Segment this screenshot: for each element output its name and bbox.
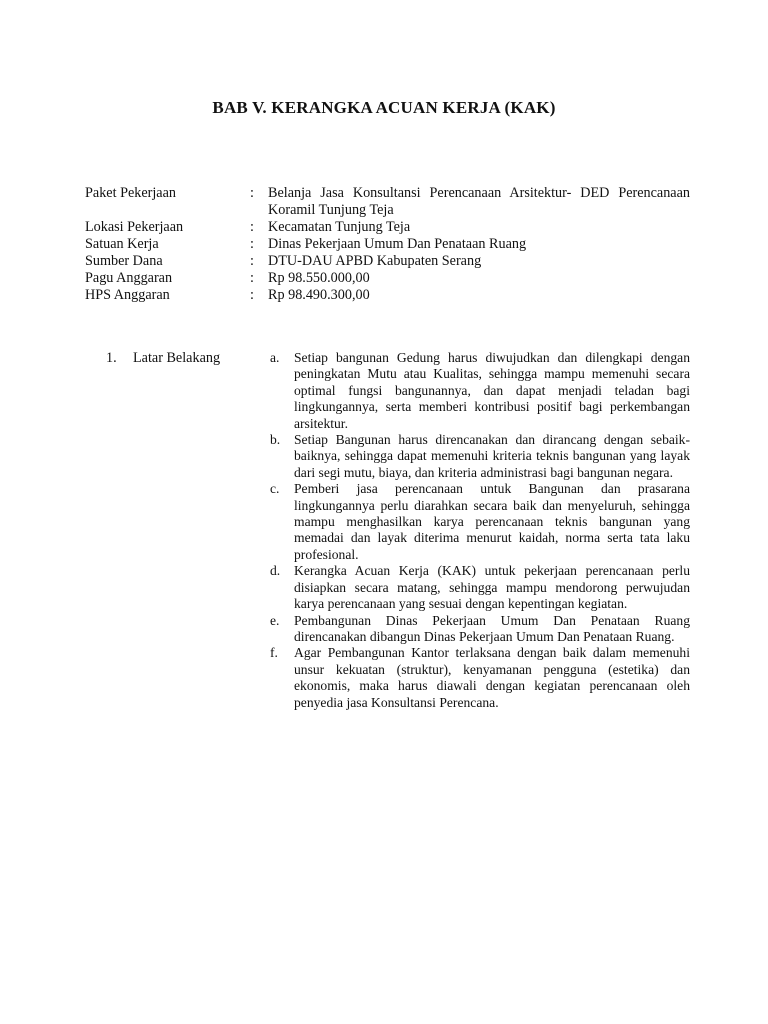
project-info-table (85, 185, 690, 304)
background-list (270, 350, 690, 711)
list-item (270, 481, 690, 563)
list-item-text: Pemberi jasa perencanaan untuk Bangunan dan prasarana lingkungannya perlu diarahkan secara baik dan menyeluruh, sehingga mampu menghasilkan karya perencanaan teknis bangunan yang memadai dan layak diterima menurut kaidah, norma serta tata laku profesional. (294, 481, 690, 562)
list-item (270, 645, 690, 711)
info-row-paket (85, 185, 690, 219)
list-item-letter: b. (270, 432, 281, 448)
list-item-text: Setiap Bangunan harus direncanakan dan dirancang dengan sebaik- baiknya, sehingga dapat memenuhi kriteria teknis bangunan yang layak dari segi mutu, biaya, dan kriteria administrasi bagi bangunan negara. (294, 432, 690, 480)
info-label: Satuan Kerja (85, 236, 159, 252)
list-item-letter: c. (270, 481, 280, 497)
info-colon: : (250, 270, 254, 286)
info-label: Sumber Dana (85, 253, 163, 269)
info-row-hps-anggaran (85, 287, 690, 304)
list-item (270, 432, 690, 481)
info-value: Kecamatan Tunjung Teja (268, 219, 411, 235)
list-item (270, 563, 690, 612)
info-row-satuan-kerja (85, 236, 690, 253)
info-value: Rp 98.490.300,00 (268, 287, 370, 303)
list-item-letter: f. (270, 645, 278, 661)
info-colon: : (250, 253, 254, 269)
section-title: Latar Belakang (133, 350, 221, 366)
document-title: BAB V. KERANGKA ACUAN KERJA (KAK) (212, 98, 556, 117)
list-item-letter: d. (270, 563, 281, 579)
info-colon: : (250, 236, 254, 252)
info-value: Rp 98.550.000,00 (268, 270, 370, 286)
section-heading (106, 350, 220, 367)
info-row-lokasi (85, 219, 690, 236)
info-label: Lokasi Pekerjaan (85, 219, 184, 235)
list-item-text: Kerangka Acuan Kerja (KAK) untuk pekerjaan perencanaan perlu disiapkan secara matang, sehingga mampu mendorong perwujudan karya perencanaan yang sesuai dengan kepentingan kegiatan. (294, 563, 690, 612)
list-item (270, 613, 690, 646)
list-item-letter: e. (270, 612, 280, 628)
list-item-text: Setiap bangunan Gedung harus diwujudkan dan dilengkapi dengan peningkatan Mutu atau Kualitas, sehingga mampu memenuhi secara optimal fungsi bangunannya, dan dapat menjadi teladan bagi lingkungannya, serta memberi kontribusi positif bagi perkembangan arsitektur. (294, 350, 690, 431)
info-colon: : (250, 287, 254, 303)
info-row-sumber-dana (85, 253, 690, 270)
list-item (270, 350, 690, 432)
info-row-pagu-anggaran (85, 270, 690, 287)
section-number: 1. (106, 350, 117, 366)
list-item-letter: a. (270, 350, 280, 365)
list-item-text: Agar Pembangunan Kantor terlaksana dengan baik dalam memenuhi unsur kekuatan (struktur), kenyamanan pengguna (estetika) dan ekonomis, maka harus diawali dengan kegiatan perencanaan oleh penyedia jasa Konsultansi Perencana. (294, 645, 690, 710)
info-value: Dinas Pekerjaan Umum Dan Penataan Ruang (268, 236, 527, 252)
info-label: Paket Pekerjaan (85, 185, 176, 201)
info-value: DTU-DAU APBD Kabupaten Serang (268, 253, 482, 269)
info-value: Belanja Jasa Konsultansi Perencanaan Arsitektur- DED Perencanaan Koramil Tunjung Teja (268, 185, 690, 218)
info-colon: : (250, 185, 254, 201)
list-item-text: Pembangunan Dinas Pekerjaan Umum Dan Penataan Ruang direncanakan dibangun Dinas Pekerjaan Umum Dan Penataan Ruang. (294, 612, 690, 644)
info-label: Pagu Anggaran (85, 270, 173, 286)
info-label: HPS Anggaran (85, 287, 170, 303)
info-colon: : (250, 219, 254, 235)
